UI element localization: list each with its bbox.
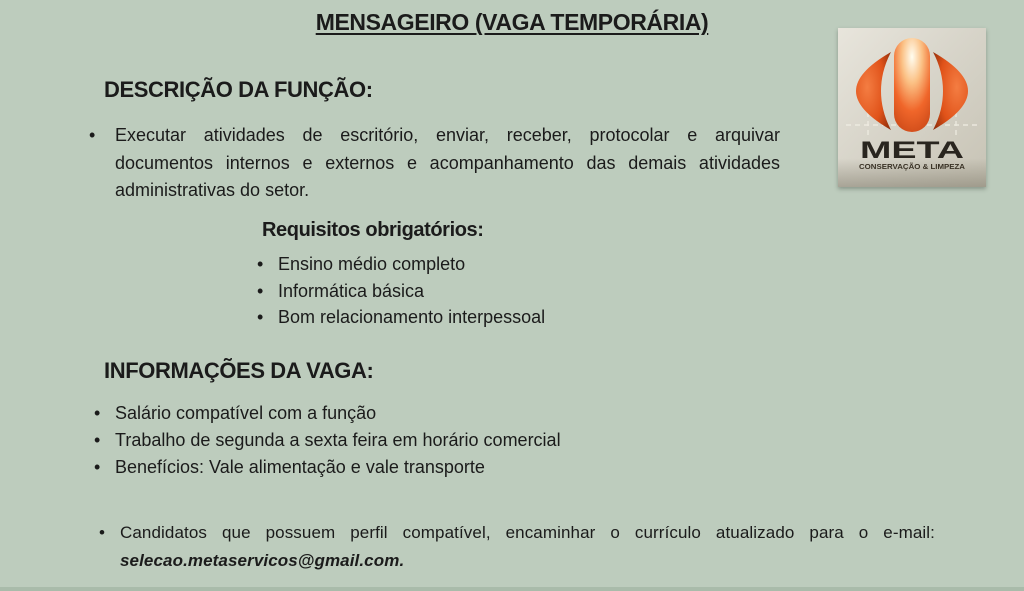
bullet-icon: • [257,280,264,301]
list-item-text: Salário compatível com a função [115,403,377,423]
list-item [257,304,545,331]
list-item-text: Bom relacionamento interpessoal [278,307,546,327]
contato-email: selecao.metaservicos@gmail.com. [120,551,405,570]
logo-bottom-shade [838,28,986,187]
list-item-text: Trabalho de segunda a sexta feira em horário comercial [115,430,561,450]
list-item [257,251,545,278]
list-item-text: Informática básica [278,280,425,301]
descricao-bullet-text: Executar atividades de escritório, enviar, receber, protocolar e arquivar documentos internos e externos e acompanhamento das demais atividades administrativas do setor. [115,125,780,200]
informacoes-list [94,400,561,481]
bullet-icon: • [94,430,101,450]
section-heading-informacoes: INFORMAÇÕES DA VAGA: [104,358,374,383]
section-heading-descricao: DESCRIÇÃO DA FUNÇÃO: [104,77,373,102]
contato-bullet-item [99,519,935,575]
bullet-icon: • [94,403,101,423]
list-item [94,427,561,454]
requisitos-list [257,251,545,331]
slide-bottom-edge [0,587,1024,591]
bullet-icon: • [257,254,264,274]
bullet-icon: • [94,457,101,477]
descricao-bullet-item [89,122,780,205]
bullet-icon: • [257,307,264,327]
contato-instruction: Candidatos que possuem perfil compatível, encaminhar o currículo atualizado para o e-mail: [120,523,935,542]
company-logo [838,28,986,187]
bullet-icon: • [89,125,96,145]
list-item-text: Benefícios: Vale alimentação e vale transporte [115,457,485,477]
section-heading-requisitos: Requisitos obrigatórios: [262,219,484,241]
contato-text [120,519,935,575]
meta-logo-image [838,28,986,187]
list-item-text: Ensino médio completo [278,254,466,274]
list-item [94,400,561,427]
bullet-icon: • [99,523,105,542]
list-item [94,454,561,481]
page-title-text: MENSAGEIRO (VAGA TEMPORÁRIA) [315,9,709,35]
list-item [257,278,545,305]
